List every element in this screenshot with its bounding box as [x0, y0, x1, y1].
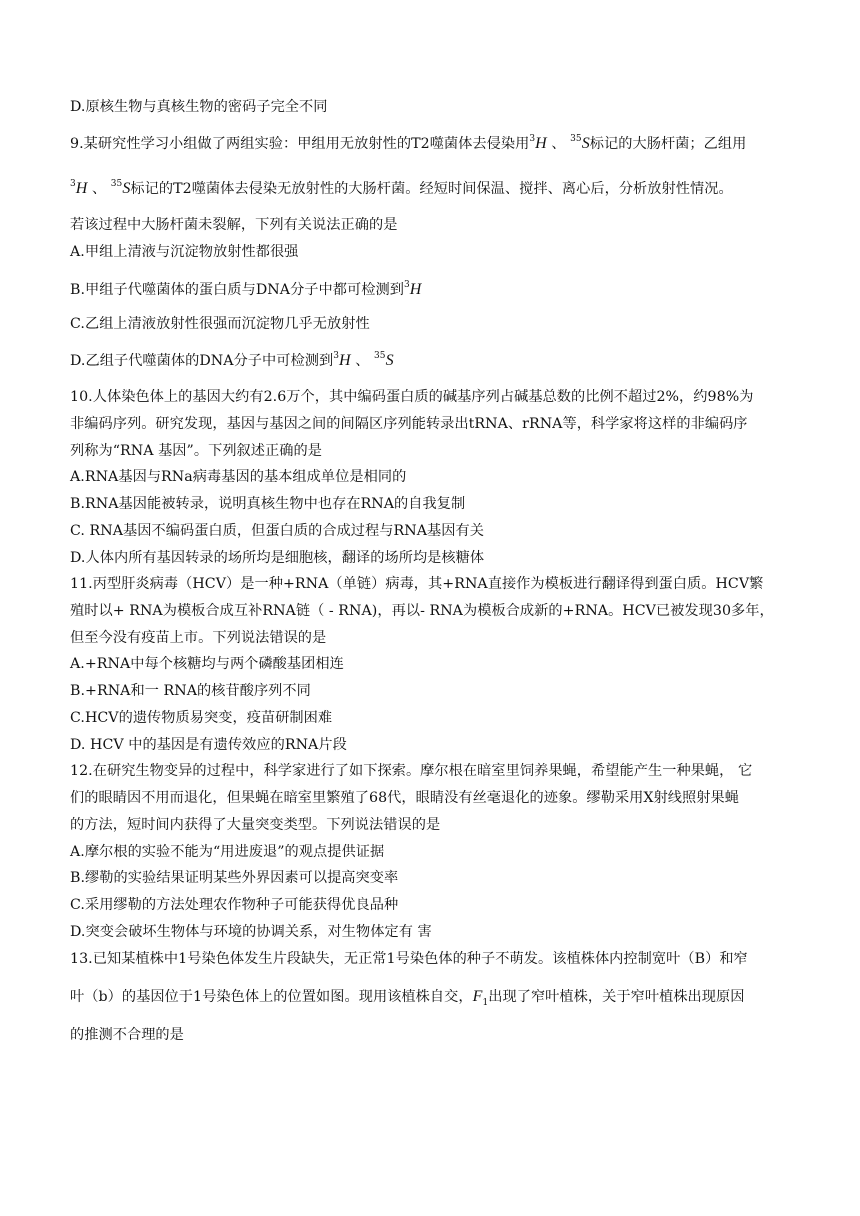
element-symbol: H	[339, 352, 351, 369]
q11-option-c	[70, 708, 332, 728]
isotope-mass: 35	[570, 134, 582, 144]
q11-option-b	[70, 681, 311, 701]
text: B.缪勒的实验结果证明某些外界因素可以提高突变率	[70, 870, 399, 886]
isotope-mass: 3	[333, 351, 340, 361]
q12-stem-line-3	[70, 815, 440, 835]
text: 出现了窄叶植株，关于窄叶植株出现原因	[488, 989, 745, 1005]
q11-option-a	[70, 654, 344, 674]
q10-option-b	[70, 494, 465, 514]
text: 叶（b）的基因位于1号染色体上的位置如图。现用该植株自交，	[70, 989, 473, 1005]
text: C.乙组上清液放射性很强而沉淀物几乎无放射性	[70, 316, 370, 332]
text: 若该过程中大肠杆菌未裂解，下列有关说法正确的是	[70, 217, 398, 233]
q10-stem-line-3	[70, 441, 322, 461]
text: 的方法，短时间内获得了大量突变类型。下列说法错误的是	[70, 817, 441, 833]
text: A.摩尔根的实验不能为“用进废退”的观点提供证据	[70, 844, 385, 860]
q9-option-a	[70, 242, 298, 262]
element-symbol: H	[535, 135, 547, 152]
q9-option-b	[70, 280, 421, 300]
element-symbol: H	[75, 180, 88, 197]
q9-stem-line-3	[70, 215, 397, 235]
element-symbol: S	[122, 180, 131, 197]
separator: 、	[551, 136, 566, 152]
element-symbol: S	[581, 135, 590, 152]
isotope-mass: 3	[529, 134, 536, 144]
text: 标记的T2噬菌体去侵染无放射性的大肠杆菌。经短时间保温、搅拌、离心后，分析放射性情况。	[130, 181, 733, 197]
text: D.突变会破坏生物体与环境的协调关系，对生物体定有 害	[70, 924, 432, 940]
text: 13.已知某植株中1号染色体发生片段缺失，无正常1号染色体的种子不萌发。该植株体内控制宽叶（B）和窄	[70, 951, 748, 967]
q12-option-b	[70, 868, 398, 888]
text: D.乙组子代噬菌体的DNA分子中可检测到	[70, 353, 334, 369]
text: A.RNA基因与RNa病毒基因的基本组成单位是相同的	[70, 469, 407, 485]
element-symbol: S	[385, 352, 394, 369]
text: C. RNA基因不编码蛋白质，但蛋白质的合成过程与RNA基因有关	[70, 523, 484, 539]
text: B.甲组子代噬菌体的蛋白质与DNA分子中都可检测到	[70, 282, 404, 298]
q10-option-d	[70, 548, 484, 568]
q9-stem-line-1	[70, 134, 746, 154]
text: A.+RNA中每个核糖均与两个磷酸基团相连	[70, 656, 344, 672]
isotope-mass: 3	[403, 280, 410, 290]
isotope-mass: 3	[70, 179, 76, 189]
text: C.采用缪勒的方法处理农作物种子可能获得优良品种	[70, 897, 399, 913]
text: D. HCV 中的基因是有遗传效应的RNA片段	[70, 737, 347, 753]
text: C.HCV的遗传物质易突变，疫苗研制困难	[70, 710, 333, 726]
q12-option-a	[70, 842, 384, 862]
q12-option-d	[70, 922, 432, 942]
q13-stem-line-2	[70, 987, 745, 1007]
q10-stem-line-1	[70, 387, 753, 407]
element-symbol: H	[409, 281, 422, 298]
q13-stem-line-3	[70, 1025, 184, 1045]
q11-stem-line-2	[70, 601, 774, 621]
q12-option-c	[70, 895, 398, 915]
q11-option-d	[70, 735, 347, 755]
text: D.人体内所有基因转录的场所均是细胞核，翻译的场所均是核糖体	[70, 550, 485, 566]
text: 们的眼睛因不用而退化，但果蝇在暗室里繁殖了68代，眼睛没有丝毫退化的迹象。缪勒采用X射线照射果蝇	[70, 790, 739, 806]
q11-stem-line-3	[70, 628, 326, 648]
q10-option-c	[70, 521, 484, 541]
text: 10.人体染色体上的基因大约有2.6万个，其中编码蛋白质的碱基序列占碱基总数的比例不超过2%，约98%为	[70, 389, 754, 405]
text: 11.丙型肝炎病毒（HCV）是一种+RNA（单链）病毒，其+RNA直接作为模板进行翻译得到蛋白质。HCV繁	[70, 576, 764, 592]
separator: 、	[91, 181, 107, 197]
q13-stem-line-1	[70, 949, 748, 969]
text: 9.某研究性学习小组做了两组实验：甲组用无放射性的T2噬菌体去侵染用	[70, 136, 530, 152]
q10-stem-line-2	[70, 414, 748, 434]
q11-stem-line-1	[70, 574, 763, 594]
text: D.原核生物与真核生物的密码子完全不同	[70, 99, 328, 115]
q9-option-c	[70, 314, 370, 334]
text: A.甲组上清液与沉淀物放射性都很强	[70, 244, 299, 260]
q12-stem-line-2	[70, 788, 739, 808]
generation-index: 1	[482, 998, 489, 1008]
q10-option-a	[70, 467, 406, 487]
text: 列称为“RNA 基因”。下列叙述正确的是	[70, 443, 322, 459]
text: 但至今没有疫苗上市。下列说法错误的是	[70, 630, 327, 646]
q12-stem-line-1	[70, 761, 752, 781]
q8-option-d	[70, 97, 328, 117]
text: 殖时以+ RNA为模板合成互补RNA链（ - RNA)，再以- RNA为模板合成新的+RNA。HCV已被发现30多年，	[70, 603, 774, 619]
q9-option-d	[70, 351, 394, 371]
isotope-mass: 35	[110, 179, 123, 189]
separator: 、	[355, 353, 370, 369]
text: B.RNA基因能被转录，说明真核生物中也存在RNA的自我复制	[70, 496, 466, 512]
q9-stem-line-2	[70, 179, 733, 199]
text: 非编码序列。研究发现，基因与基因之间的间隔区序列能转录出tRNA、rRNA等，科学家将这样的非编码序	[70, 416, 748, 432]
text: 12.在研究生物变异的过程中，科学家进行了如下探索。摩尔根在暗室里饲养果蝇，希望能产生一种果蝇， 它	[70, 763, 753, 779]
text: B.+RNA和一 RNA的核苷酸序列不同	[70, 683, 311, 699]
text: 标记的大肠杆菌；乙组用	[589, 136, 747, 152]
text: 的推测不合理的是	[70, 1027, 184, 1043]
isotope-mass: 35	[374, 351, 386, 361]
generation-symbol: F	[472, 988, 483, 1005]
